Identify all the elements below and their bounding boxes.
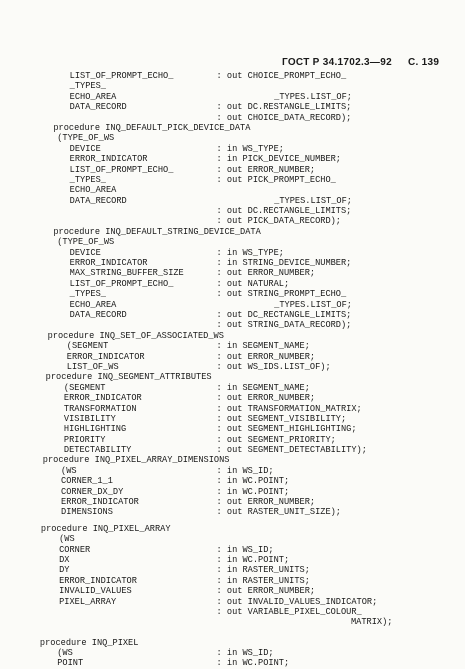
code-line (38, 648, 443, 658)
parameter-name: _TYPES_ (69, 289, 106, 300)
code-line (38, 393, 443, 403)
code-line (38, 268, 443, 278)
parameter-type: MATRIX); (350, 617, 393, 628)
parameter-name: TRANSFORMATION (63, 403, 137, 414)
parameter-name: CORNER (59, 544, 91, 555)
code-line (38, 331, 443, 341)
parameter-type: : out TRANSFORMATION_MATRIX; (216, 403, 362, 414)
parameter-name: _TYPES_ (69, 81, 106, 92)
parameter-name: procedure INQ_SEGMENT_ATTRIBUTES (45, 372, 212, 383)
parameter-type: : out ERROR_NUMBER; (216, 164, 316, 175)
code-line (38, 617, 443, 627)
parameter-name: _TYPES_ (69, 174, 106, 185)
parameter-name: DATA_RECORD (69, 102, 127, 113)
code-listing (38, 71, 460, 669)
parameter-type: : in WC.POINT; (216, 476, 290, 487)
parameter-type: : in PICK_DEVICE_NUMBER; (216, 154, 341, 165)
code-line (38, 300, 443, 310)
code-line (38, 71, 443, 81)
parameter-name: LIST_OF_PROMPT_ECHO_ (69, 278, 174, 289)
parameter-name: DEVICE (69, 247, 101, 258)
parameter-type: : out DC.RESTANGLE_LIMITS; (216, 102, 352, 113)
code-line (38, 216, 443, 226)
parameter-name: (TYPE_OF_WS (57, 237, 115, 248)
code-line (38, 507, 443, 517)
parameter-name: (SEGMENT (63, 382, 106, 393)
parameter-type: : out ERROR_NUMBER; (216, 268, 316, 279)
parameter-name: ECHO_AREA (69, 299, 117, 310)
parameter-type: _TYPES.LIST_OF; (274, 195, 352, 206)
parameter-name: DEVICE (69, 143, 101, 154)
parameter-name: ECHO_AREA (69, 185, 117, 196)
code-line (38, 258, 443, 268)
parameter-type: : out SEGMENT_VISIBILITY; (216, 413, 347, 424)
parameter-name: CORNER_1_1 (61, 476, 113, 487)
parameter-name: ERROR_INDICATOR (59, 575, 137, 586)
code-line (38, 565, 443, 575)
code-line (38, 175, 443, 185)
code-line (38, 607, 443, 617)
parameter-type: : out CHOICE_DATA_RECORD); (216, 112, 352, 123)
parameter-name: procedure INQ_PIXEL_ARRAY_DIMENSIONS (42, 455, 230, 466)
code-line (38, 310, 443, 320)
code-line (38, 638, 443, 648)
parameter-type: : in RASTER_UNITS; (216, 565, 310, 576)
page-header (282, 57, 439, 68)
parameter-name: DETECTABILITY (63, 445, 132, 456)
code-line (38, 466, 443, 476)
parameter-type: : in WC.POINT; (216, 658, 290, 669)
parameter-type: : out RASTER_UNIT_SIZE); (216, 507, 341, 518)
code-line (38, 455, 443, 465)
parameter-type: : out ERROR_NUMBER; (216, 351, 316, 362)
code-line (38, 248, 443, 258)
parameter-type: : out SEGMENT_HIGHLIGHTING; (216, 424, 357, 435)
code-line (38, 435, 443, 445)
code-line (38, 227, 443, 237)
code-line (38, 497, 443, 507)
parameter-type: : out VARIABLE_PIXEL_COLOUR_ (216, 606, 362, 617)
parameter-type: : out STRING_DATA_RECORD); (216, 320, 352, 331)
code-line (38, 237, 443, 247)
code-line (38, 534, 443, 544)
code-line (38, 289, 443, 299)
parameter-type: : in WS_TYPE; (216, 143, 284, 154)
code-line (38, 165, 443, 175)
parameter-type: : in SEGMENT_NAME; (216, 341, 310, 352)
parameter-name: ERROR_INDICATOR (69, 258, 148, 269)
parameter-name: INVALID_VALUES (59, 586, 132, 597)
code-line (38, 92, 443, 102)
code-line (38, 196, 443, 206)
parameter-type: : out ERROR_NUMBER; (216, 586, 316, 597)
parameter-name: ERROR_INDICATOR (69, 154, 148, 165)
code-line (38, 372, 443, 382)
parameter-type: : in STRING_DEVICE_NUMBER; (216, 258, 352, 269)
parameter-name: ERROR_INDICATOR (66, 351, 145, 362)
parameter-type: _TYPES.LIST_OF; (274, 299, 352, 310)
parameter-type: : out CHOICE_PROMPT_ECHO_ (216, 71, 347, 81)
code-line (38, 81, 443, 91)
code-line (38, 352, 443, 362)
parameter-name: LIST_OF_PROMPT_ECHO_ (69, 71, 174, 81)
parameter-name: VISIBILITY (63, 413, 116, 424)
code-line (38, 133, 443, 143)
parameter-type: : in WC.POINT; (216, 554, 290, 565)
code-line (38, 597, 443, 607)
parameter-name: procedure INQ_DEFAULT_STRING_DEVICE_DATA (53, 226, 261, 237)
parameter-type: : out STRING_PROMPT_ECHO_ (216, 289, 347, 300)
code-line (38, 320, 443, 330)
standard-designation: ГОСТ Р 34.1702.3—92 (282, 57, 392, 68)
parameter-type: : out DC_RECTANGLE_LIMITS; (216, 309, 352, 320)
parameter-name: PIXEL_ARRAY (59, 596, 117, 607)
code-line (38, 586, 443, 596)
parameter-type: : in WS_ID; (216, 648, 274, 659)
code-line (38, 545, 443, 555)
parameter-type: : in WS_TYPE; (216, 247, 284, 258)
parameter-type: : out SEGMENT_DETECTABILITY); (216, 445, 367, 456)
code-line (38, 476, 443, 486)
parameter-name: DATA_RECORD (69, 195, 127, 206)
code-line (38, 414, 443, 424)
code-line (38, 658, 443, 668)
parameter-type: : out PICK_PROMPT_ECHO_ (216, 174, 336, 185)
parameter-name: MAX_STRING_BUFFER_SIZE (69, 268, 184, 279)
parameter-name: ERROR_INDICATOR (61, 497, 139, 508)
code-line (38, 404, 443, 414)
code-line (38, 123, 443, 133)
code-line (38, 576, 443, 586)
code-line (38, 185, 443, 195)
code-line (38, 424, 443, 434)
parameter-name: DX (59, 554, 70, 565)
code-line (38, 555, 443, 565)
parameter-type: : in RASTER_UNITS; (216, 575, 310, 586)
parameter-type: _TYPES.LIST_OF; (274, 91, 352, 102)
code-line (38, 362, 443, 372)
parameter-name: POINT (57, 658, 84, 669)
parameter-name: LIST_OF_WS (66, 361, 119, 372)
parameter-name: DIMENSIONS (61, 507, 113, 518)
parameter-name: PRIORITY (63, 434, 106, 445)
parameter-name: LIST_OF_PROMPT_ECHO_ (69, 164, 174, 175)
parameter-type: : out INVALID_VALUES_INDICATOR; (216, 596, 378, 607)
parameter-type: : in WS_ID; (216, 544, 274, 555)
code-line (38, 206, 443, 216)
parameter-name: DY (59, 565, 70, 576)
code-line (38, 524, 443, 534)
code-line (38, 383, 443, 393)
parameter-type: : out PICK_DATA_RECORD); (216, 216, 341, 227)
parameter-type: : out DC.RECTANGLE_LIMITS; (216, 206, 352, 217)
parameter-type: : in SEGMENT_NAME; (216, 382, 310, 393)
parameter-name: procedure INQ_PIXEL (39, 637, 139, 648)
parameter-type: : out ERROR_NUMBER; (216, 393, 316, 404)
parameter-name: ECHO_AREA (69, 91, 117, 102)
code-line (38, 102, 443, 112)
parameter-name: (WS (61, 465, 77, 476)
code-line (38, 341, 443, 351)
parameter-type: : out NATURAL; (216, 278, 290, 289)
parameter-type: : out SEGMENT_PRIORITY; (216, 434, 336, 445)
parameter-name: CORNER_DX_DY (61, 486, 124, 497)
parameter-name: procedure INQ_DEFAULT_PICK_DEVICE_DATA (53, 122, 251, 133)
parameter-name: HIGHLIGHTING (63, 424, 127, 435)
page-number: С. 139 (407, 57, 440, 68)
parameter-name: ERROR_INDICATOR (63, 393, 142, 404)
parameter-name: procedure INQ_PIXEL_ARRAY (40, 523, 171, 534)
parameter-type: : out ERROR_NUMBER; (216, 497, 316, 508)
code-line (38, 113, 443, 123)
parameter-name: (SEGMENT (66, 341, 109, 352)
parameter-name: procedure INQ_SET_OF_ASSOCIATED_WS (47, 330, 224, 341)
parameter-type: : in WC.POINT; (216, 486, 290, 497)
parameter-name: (TYPE_OF_WS (57, 133, 115, 144)
parameter-name: (WS (57, 648, 73, 659)
code-line (38, 445, 443, 455)
parameter-type: : in WS_ID; (216, 465, 274, 476)
parameter-type: : out WS_IDS.LIST_OF); (216, 361, 331, 372)
spacer (38, 628, 460, 638)
parameter-name: (WS (59, 534, 75, 545)
parameter-name: DATA_RECORD (69, 309, 127, 320)
code-line (38, 154, 443, 164)
code-line (38, 487, 443, 497)
code-line (38, 279, 443, 289)
code-line (38, 144, 443, 154)
